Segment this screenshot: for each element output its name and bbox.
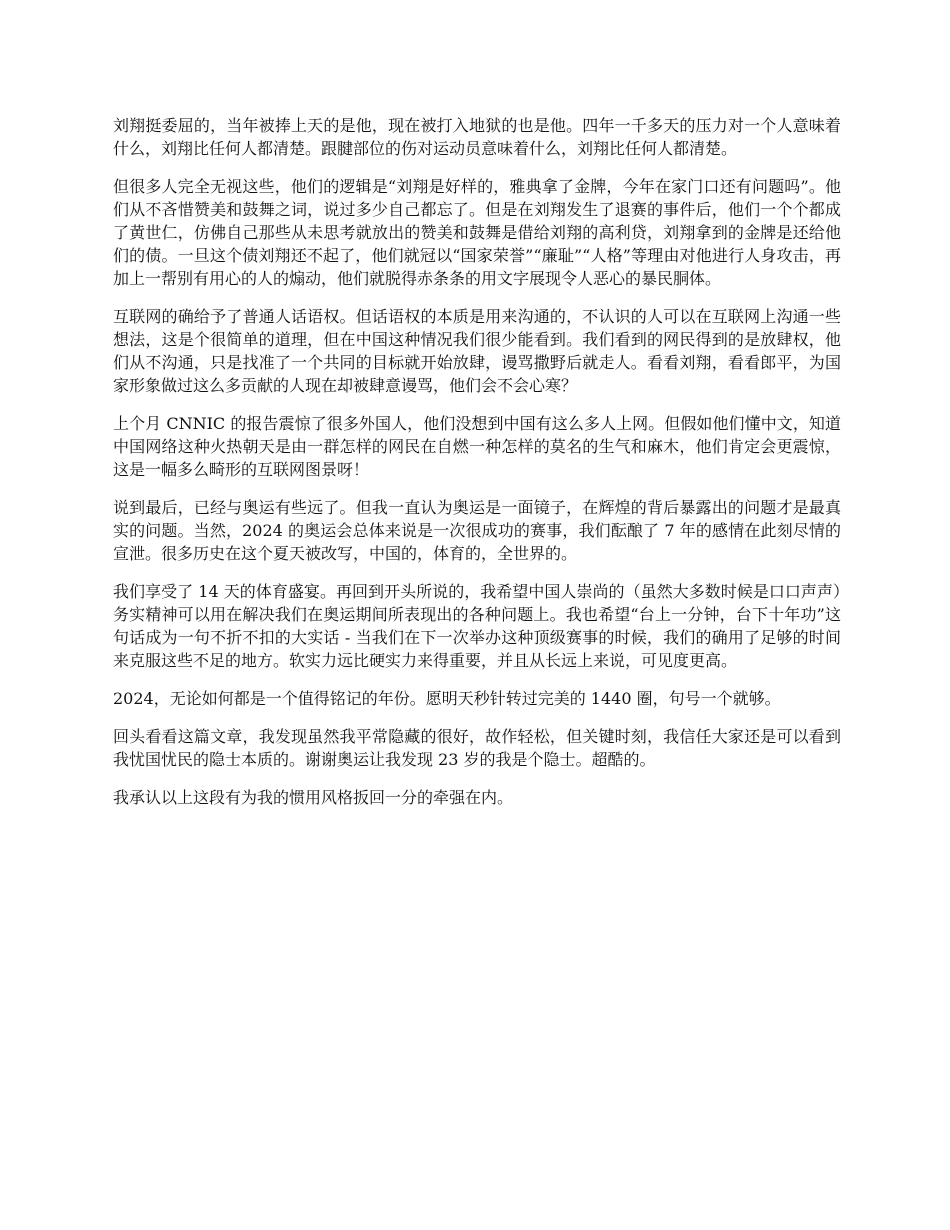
paragraph: 互联网的确给予了普通人话语权。但话语权的本质是用来沟通的，不认识的人可以在互联网上沟通一些想法，这是个很简单的道理，但在中国这种情况我们很少能看到。我们看到的网民得到的是放肆权，他们从不沟通，只是找准了一个共同的目标就开始放肆，谩骂撒野后就走人。看看刘翔，看看郎平，为国家形象做过这么多贡献的人现在却被肆意谩骂，他们会不会心寒？ bbox=[113, 307, 841, 395]
paragraph: 上个月 CNNIC 的报告震惊了很多外国人，他们没想到中国有这么多人上网。但假如他们懂中文，知道中国网络这种火热朝天是由一群怎样的网民在自燃一种怎样的莫名的生气和麻木，他们肯定会更震惊，这是一幅多么畸形的互联网图景呀！ bbox=[113, 414, 841, 479]
paragraph: 说到最后，已经与奥运有些远了。但我一直认为奥运是一面镜子，在辉煌的背后暴露出的问题才是最真实的问题。当然，2024 的奥运会总体来说是一次很成功的赛事，我们酝酿了 7 年的感情在此刻尽情的宣泄。很多历史在这个夏天被改写，中国的，体育的，全世界的。 bbox=[113, 498, 841, 563]
paragraph: 回头看看这篇文章，我发现虽然我平常隐藏的很好，故作轻松，但关键时刻，我信任大家还是可以看到我忧国忧民的隐士本质的。谢谢奥运让我发现 23 岁的我是个隐士。超酷的。 bbox=[113, 727, 841, 769]
paragraph: 2024，无论如何都是一个值得铭记的年份。愿明天秒针转过完美的 1440 圈，句号一个就够。 bbox=[113, 689, 781, 708]
paragraph: 刘翔挺委屈的，当年被捧上天的是他，现在被打入地狱的也是他。四年一千多天的压力对一个人意味着什么，刘翔比任何人都清楚。跟腱部位的伤对运动员意味着什么，刘翔比任何人都清楚。 bbox=[113, 116, 841, 158]
paragraph: 我们享受了 14 天的体育盛宴。再回到开头所说的，我希望中国人崇尚的（虽然大多数时候是口口声声）务实精神可以用在解决我们在奥运期间所表现出的各种问题上。我也希望“台上一分钟，台下十年功”这句话成为一句不折不扣的大实话 - 当我们在下一次举办这种顶级赛事的时候，我们的确用了足够的时间来克服这些不足的地方。软实力远比硬实力来得重要，并且从长远上来说，可见度更高。 bbox=[113, 582, 841, 670]
article-body bbox=[113, 114, 841, 824]
paragraph: 但很多人完全无视这些，他们的逻辑是“刘翔是好样的，雅典拿了金牌，今年在家门口还有问题吗”。他们从不吝惜赞美和鼓舞之词，说过多少自己都忘了。但是在刘翔发生了退赛的事件后，他们一个个都成了黄世仁，仿佛自己那些从未思考就放出的赞美和鼓舞是借给刘翔的高利贷，刘翔拿到的金牌是还给他们的债。一旦这个债刘翔还不起了，他们就冠以“国家荣誉”“廉耻”“人格”等理由对他进行人身攻击，再加上一帮别有用心的人的煽动，他们就脱得赤条条的用文字展现令人恶心的暴民胴体。 bbox=[113, 177, 841, 288]
paragraph: 我承认以上这段有为我的惯用风格扳回一分的牵强在内。 bbox=[113, 788, 514, 807]
